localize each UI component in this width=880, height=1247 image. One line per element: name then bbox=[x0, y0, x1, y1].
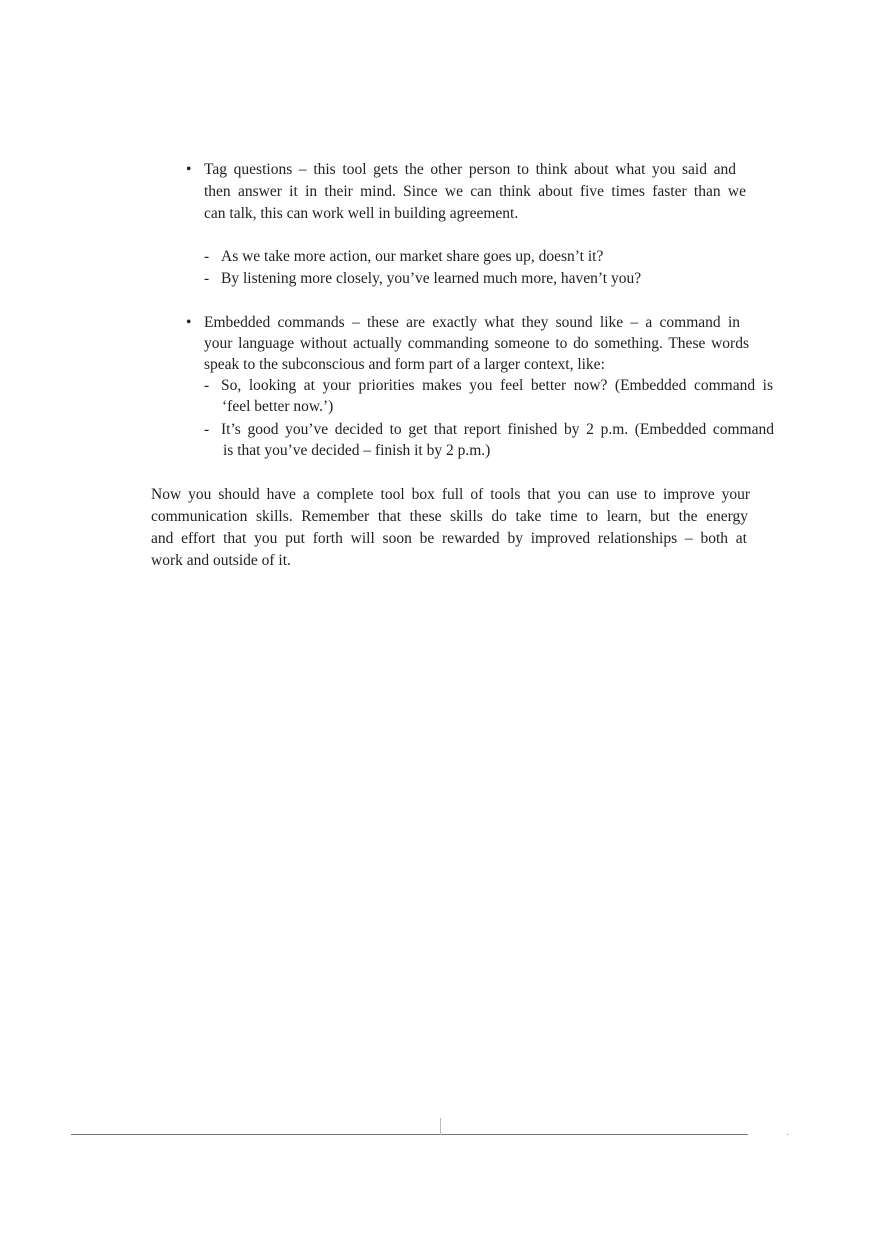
text-line: then answer it in their mind. Since we can think about five times faster than we bbox=[204, 183, 746, 200]
text-line: Now you should have a complete tool box full of tools that you can use to improve your bbox=[151, 486, 750, 503]
text-line: Tag questions – this tool gets the other person to think about what you said and bbox=[204, 161, 736, 178]
sub-item-text: ‘feel better now.’) bbox=[222, 398, 334, 415]
footer-center-tick bbox=[440, 1118, 441, 1135]
dash-marker: - bbox=[204, 270, 210, 287]
footer-dot bbox=[787, 1134, 788, 1135]
text-line: work and outside of it. bbox=[151, 552, 291, 569]
text-line: Embedded commands – these are exactly what they sound like – a command in bbox=[204, 314, 740, 331]
bullet-marker: • bbox=[186, 161, 192, 178]
sub-item-text: It’s good you’ve decided to get that report finished by 2 p.m. (Embedded command bbox=[221, 421, 774, 438]
dash-marker: - bbox=[204, 377, 210, 394]
footer-rule bbox=[71, 1134, 748, 1135]
sub-item-text: As we take more action, our market share goes up, doesn’t it? bbox=[221, 248, 604, 265]
text-line: speak to the subconscious and form part of a larger context, like: bbox=[204, 356, 605, 373]
text-line: and effort that you put forth will soon be rewarded by improved relationships – both at bbox=[151, 530, 747, 547]
text-line: communication skills. Remember that these skills do take time to learn, but the energy bbox=[151, 508, 748, 525]
text-line: your language without actually commanding someone to do something. These words bbox=[204, 335, 749, 352]
text-line: can talk, this can work well in building agreement. bbox=[204, 205, 519, 222]
sub-item-text: is that you’ve decided – finish it by 2 p.m.) bbox=[223, 442, 491, 459]
dash-marker: - bbox=[204, 421, 210, 438]
sub-item-text: By listening more closely, you’ve learned much more, haven’t you? bbox=[221, 270, 642, 287]
dash-marker: - bbox=[204, 248, 210, 265]
bullet-marker: • bbox=[186, 314, 192, 331]
sub-item-text: So, looking at your priorities makes you feel better now? (Embedded command is bbox=[221, 377, 773, 394]
